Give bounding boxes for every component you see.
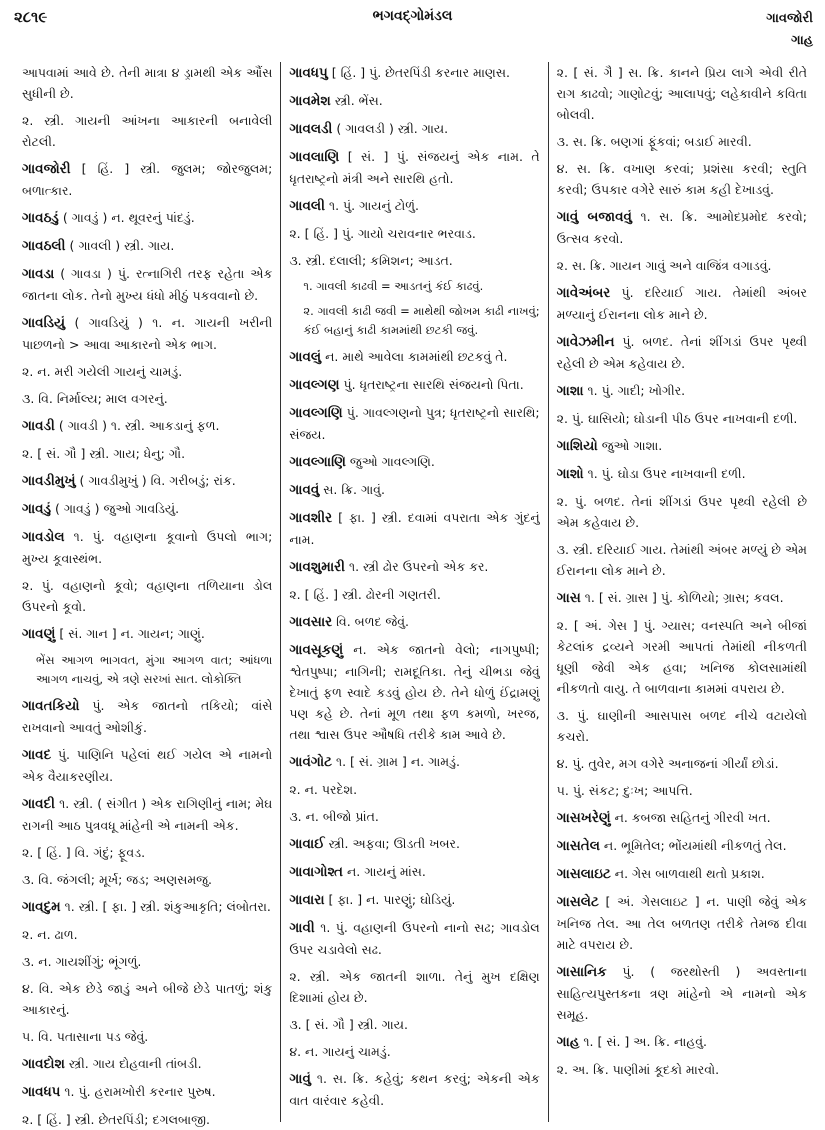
entry-sense xyxy=(557,408,807,429)
definition-text: ૩. પું. ઘાણીની આસપાસ બળદ નીચે વટાયેલો કચરો. xyxy=(556,708,807,744)
definition-text: ૩. [ સં. ગૌ ] સ્ત્રી. ગાય. xyxy=(289,1017,408,1032)
definition-text: ૨. સ્ત્રી. એક જાતની શાળા. તેનું મુખ દક્ષિણ દિશામાં હોય છે. xyxy=(289,969,540,1005)
definition-text: ૨. ન. પરદેશ. xyxy=(289,782,358,797)
guide-words xyxy=(766,8,813,52)
entry-sense xyxy=(22,651,272,689)
definition-text: ન. ગેસ બાળવાથી થતો પ્રકાશ. xyxy=(614,866,765,881)
dictionary-entry xyxy=(289,833,539,855)
headword: ગાવડા xyxy=(22,266,55,282)
definition-text: ૨. ગાવલી કાઢી જવી = માથેથી જોખમ કાઢી નાખવું; કંઈ બહાનું કાઢી કામમાંથી છટકી જવું. xyxy=(303,304,540,337)
dictionary-entry xyxy=(557,835,807,857)
dictionary-entry xyxy=(557,807,807,829)
headword: ગાસ xyxy=(556,590,581,606)
headword: ગાસાનિક xyxy=(556,964,607,980)
entry-sense xyxy=(557,753,807,774)
dictionary-columns xyxy=(14,62,815,1127)
definition-text: પું. ગાવલ્ગણનો પુત્ર; ધૃતરાષ્ટ્રનો સારથિ; સંજય. xyxy=(289,405,540,442)
dictionary-entry xyxy=(289,889,539,911)
page-header xyxy=(0,0,825,48)
definition-text: ૧. [ સં. ગ્રાસ ] પું. કોળિયો; ગ્રાસ; કવલ. xyxy=(584,590,784,605)
headword: ગાવવું xyxy=(289,482,320,498)
headword: ગાવલું xyxy=(289,349,322,365)
headword: ગાવલી xyxy=(289,198,325,214)
definition-text: ૩. વિ. જંગલી; મૂર્ખ; જડ; અણસમજુ. xyxy=(22,872,212,887)
column-1 xyxy=(14,62,280,1127)
definition-text: ૩. સ. ક્રિ. બણગાં ફૂંકવાં; બડાઈ મારવી. xyxy=(556,134,752,149)
dictionary-entry xyxy=(557,463,807,485)
dictionary-entry xyxy=(22,207,272,229)
entry-sense xyxy=(22,951,272,972)
entry-sense xyxy=(557,131,807,152)
dictionary-entry xyxy=(22,793,272,836)
dictionary-entry xyxy=(289,556,539,578)
definition-text: ૨. [ હિં. ] સ્ત્રી. છેતરપિંડી; દગલબાજી. xyxy=(22,1112,210,1127)
dictionary-entry xyxy=(289,751,539,773)
definition-text: ૫. વિ. પતાસાના પડ જેવું. xyxy=(22,1029,149,1044)
headword: ગાવારા xyxy=(289,892,325,908)
definition-text: ( ગાવડું ) ન. થૂવરનું પાંદડું. xyxy=(62,210,195,225)
book-title: ભગવદ્ગોમંડલ xyxy=(372,8,453,24)
entry-sense xyxy=(22,62,272,104)
entry-sense xyxy=(289,584,539,605)
headword: ગાવતકિયો xyxy=(22,698,80,714)
definition-text: ૨. પું. બળદ. તેનાં શીંગડાં ઉપર પૃથ્વી રહેલી છે એમ કહેવાય છે. xyxy=(556,494,807,530)
dictionary-entry xyxy=(289,146,539,189)
definition-text: [ ફા. ] ન. પારણું; ઘોડિયું. xyxy=(328,892,456,907)
definition-text: [ અં. ગેસલાઇટ ] ન. પાણી જેવું એક ખનિજ તેલ. આ તેલ બળતણ તરીકે તેમજ દીવા માટે વપરાય છે. xyxy=(556,894,807,952)
headword: ગાશો xyxy=(556,466,584,482)
definition-text: ( ગાવલડી ) સ્ત્રી. ગાય. xyxy=(336,121,449,136)
definition-text: ન. ગાયનું માંસ. xyxy=(346,864,426,879)
definition-text: પું. દરિયાઈ ગાય. તેમાંથી અંબર મળ્યાનું ઈરાનના લોક માને છે. xyxy=(556,285,807,322)
entry-sense xyxy=(289,277,539,296)
definition-text: ૨. અ. ક્રિ. પાણીમાં કૂદકો મારવો. xyxy=(556,1062,720,1077)
definition-text: ૨. પું. ઘાસિયો; ઘોડાની પીઠ ઉપર નાખવાની દળી. xyxy=(556,411,798,426)
entry-sense xyxy=(22,1026,272,1047)
entry-sense xyxy=(557,62,807,125)
definition-text: પું. ( જરથોસ્તી ) અવસ્તાના સાહિત્યપુસ્તકના ત્રણ માંહેનો એ નામનો એક સમૂહ. xyxy=(556,964,807,1022)
definition-text: ( ગાવડીમુખું ) વિ. ગરીબડું; રાંક. xyxy=(79,473,236,488)
dictionary-entry xyxy=(557,961,807,1025)
headword: ગાવાઈ xyxy=(289,836,325,852)
definition-text: ૩. ન. ગાયશીંગું; ભૂંગળું. xyxy=(22,954,142,969)
definition-text: ૧. [ સં. ] અ. ક્રિ. નાહવું. xyxy=(583,1034,708,1049)
headword: ગાવઠડું xyxy=(22,210,59,226)
entry-sense xyxy=(22,361,272,382)
headword: ગાવી xyxy=(289,920,315,936)
definition-text: ૨. ન. ઢાળ. xyxy=(22,927,78,942)
headword: ગાવલ્ગણ xyxy=(289,377,340,393)
definition-text: ૩. સ્ત્રી. દરિયાઈ ગાય. તેમાંથી અંબર મળ્યું છે એમ ઈરાનના લોક માને છે. xyxy=(556,542,807,578)
definition-text: ૧. પું. ગાદી; ખોગીર. xyxy=(587,383,686,398)
entry-sense xyxy=(557,1059,807,1080)
definition-text: ૧. પું. હરામખોરી કરનાર પુરુષ. xyxy=(64,1084,216,1099)
headword: ગાવાગોશ્ત xyxy=(289,864,343,880)
headword: ગાસલાઇટ xyxy=(556,866,611,882)
headword: ગાવલાણિ xyxy=(289,149,340,165)
definition-text: ૨. સ્ત્રી. ગાયની આંખના આકારની બનાવેલી રોટલી. xyxy=(22,113,273,149)
definition-text: ૨. [ હિં. ] પું. ગાયો ચરાવનાર ભરવાડ. xyxy=(289,226,476,241)
entry-sense xyxy=(289,223,539,244)
headword: ગાવધપ xyxy=(22,1084,61,1100)
entry-sense xyxy=(22,388,272,409)
dictionary-entry xyxy=(557,380,807,402)
definition-text: વિ. બળદ જેવું. xyxy=(336,614,410,629)
entry-sense xyxy=(22,575,272,617)
definition-text: ( ગાવડિયું ) ૧. ન. ગાયની ખરીની પાછળનો > આવા આકારનો એક ભાગ. xyxy=(22,315,273,352)
entry-sense xyxy=(289,966,539,1008)
dictionary-entry xyxy=(22,1081,272,1103)
definition-text: ૩. સ્ત્રી. દલાલી; કમિશન; આડત. xyxy=(289,253,453,268)
headword: ગાવડીમુખું xyxy=(22,473,76,489)
definition-text: ન. એક જાતનો વેલો; નાગપુષ્પી; શ્વેતપુષ્પા; નાગિની; રામદૂતિકા. તેનું ચીભડા જેવું દેખાતું ફળ સ્વાદે કડવું હોય છે. તેને ધોળું ઈંદ્રામણું પણ કહે છે. તેનાં મૂળ તથા ફળ કમળો, ખરજ, તથા શ્વાસ ઉપર ઔષધિ તરીકે કામ આવે છે. xyxy=(289,642,540,742)
definition-text: ૨. ન. મરી ગયેલી ગાયનું ચામડું. xyxy=(22,364,183,379)
definition-text: ( ગાવડા ) પું. રત્નાગિરી તરફ રહેતા એક જાતના લોક. તેનો મુખ્ય ધંધો મીઠું પકવવાનો છે. xyxy=(22,266,273,303)
definition-text: ૪. પું. તુવેર, મગ વગેરે અનાજનાં ગીર્યાં છોડાં. xyxy=(556,756,779,771)
definition-text: ૨. પું. વહાણનો કૂવો; વહાણના તળિયાના ડોલ ઉપરનો કૂવો. xyxy=(22,578,273,614)
entry-sense xyxy=(557,615,807,699)
definition-text: ભેંસ આગળ ભાગવત, મુંગા આગળ વાત; આંધળા આગળ નાચવું, એ ત્રણે સરખાં સાત. લોકોક્તિ xyxy=(36,653,273,686)
dictionary-entry xyxy=(289,195,539,217)
definition-text: [ સં. ] પું. સંજયનું એક નામ. તે ધૃતરાષ્ટ્રનો મંત્રી અને સારથિ હતો. xyxy=(289,149,540,186)
definition-text: જુઓ ગાવલ્ગણિ. xyxy=(349,454,435,469)
entry-sense xyxy=(289,1041,539,1062)
headword: ગાવડી xyxy=(22,418,55,434)
definition-text: ન. માથે આવેલા કામમાંથી છટકવું તે. xyxy=(325,349,508,364)
definition-text: પું. પાણિનિ પહેલાં થઈ ગયેલ એ નામનો એક વૈયાકરણીય. xyxy=(22,747,273,784)
dictionary-entry xyxy=(557,891,807,955)
entry-sense xyxy=(557,539,807,581)
entry-sense xyxy=(289,806,539,827)
definition-text: ૨. [ સં. ગૈ ] સ. ક્રિ. કાનને પ્રિય લાગે એવી રીતે રાગ કાઢવો; ગાણોટવું; આલાપવું; લહેકાવીને કવિતા બોલવી. xyxy=(556,65,807,122)
headword: ગાવસૂકણું xyxy=(289,642,344,658)
definition-text: ૩. વિ. નિર્માલ્ય; માલ વગરનું. xyxy=(22,391,168,406)
definition-text: ૩. ન. બીજો પ્રાંત. xyxy=(289,809,379,824)
definition-text: ૧. ગાવલી કાઢવી = આડતનું કંઈ કાઢવું. xyxy=(303,279,484,293)
dictionary-entry xyxy=(289,507,539,550)
definition-text: પું. બળદ. તેનાં શીંગડાં ઉપર પૃથ્વી રહેલી છે એમ કહેવાય છે. xyxy=(556,334,807,371)
headword: ગાવશીર xyxy=(289,510,333,526)
headword: ગાવશુમારી xyxy=(289,559,345,575)
headword: ગાવદી xyxy=(22,796,55,812)
definition-text: ( ગાવડી ) ૧. સ્ત્રી. આકડાનું ફળ. xyxy=(58,418,220,433)
definition-text: ન. કબજા સહિતનું ગીરવી ખત. xyxy=(614,810,771,825)
definition-text: સ્ત્રી. ગાય દોહવાની તાંબડી. xyxy=(68,1056,202,1071)
definition-text: ( ગાવલી ) સ્ત્રી. ગાય. xyxy=(69,238,175,253)
headword: ગાવું xyxy=(289,1071,311,1087)
dictionary-entry xyxy=(22,158,272,201)
headword: ગાવદોશ xyxy=(22,1056,65,1072)
entry-sense xyxy=(289,250,539,271)
dictionary-entry xyxy=(289,402,539,445)
dictionary-entry xyxy=(557,282,807,325)
dictionary-entry xyxy=(557,206,807,249)
definition-text: પું. ધૃતરાષ્ટ્રના સારથિ સંજયનો પિતા. xyxy=(343,377,524,392)
dictionary-entry xyxy=(557,863,807,885)
guide-word-first: ગાવજોરી xyxy=(766,11,813,26)
dictionary-entry xyxy=(289,374,539,396)
entry-sense xyxy=(557,780,807,801)
dictionary-entry xyxy=(22,235,272,257)
definition-text: સ્ત્રી. અફવા; ઊડતી ખબર. xyxy=(328,836,460,851)
dictionary-entry xyxy=(557,331,807,374)
headword: ગાવલડી xyxy=(289,121,333,137)
headword: ગાવંગોટ xyxy=(289,754,332,770)
headword: ગાસતેલ xyxy=(556,838,600,854)
dictionary-entry xyxy=(289,62,539,84)
dictionary-entry xyxy=(289,451,539,473)
headword: ગાવડિયું xyxy=(22,315,66,331)
headword: ગાસખરેણું xyxy=(556,810,611,826)
dictionary-entry xyxy=(22,896,272,918)
entry-sense xyxy=(557,705,807,747)
entry-sense xyxy=(557,491,807,533)
headword: ગાવેઅંબર xyxy=(556,285,611,301)
headword: ગાવલ્ગણિ xyxy=(289,405,343,421)
dictionary-entry xyxy=(289,90,539,112)
definition-text: ૪. સ. ક્રિ. વખાણ કરવાં; પ્રશંસા કરવી; સ્તુતિ કરવી; ઉપકાર વગેરે સારું કામ કહી દેખાડવું. xyxy=(556,161,807,197)
dictionary-entry xyxy=(289,346,539,368)
definition-text: [ ફા. ] સ્ત્રી. દવામાં વપરાતા એક ગુંદનું નામ. xyxy=(289,510,540,547)
definition-text: [ હિં. ] સ્ત્રી. જુલમ; જોરજુલમ; બળાત્કાર. xyxy=(22,161,273,198)
definition-text: ૨. સ. ક્રિ. ગાયન ગાવું અને વાજિંત્ર વગાડવું. xyxy=(556,258,772,273)
dictionary-entry xyxy=(22,470,272,492)
definition-text: સ. ક્રિ. ગાવું. xyxy=(323,482,385,497)
headword: ગાવડોલ xyxy=(22,529,65,545)
definition-text: ૧. પું. વહાણના કૂવાનો ઉપલો ભાગ; મુખ્ય કૂવાસ્થંભ. xyxy=(22,529,273,566)
dictionary-entry xyxy=(289,118,539,140)
headword: ગાવલ્ગાણિ xyxy=(289,454,346,470)
entry-sense xyxy=(22,924,272,945)
definition-text: ૧. પું. ઘોડા ઉપર નાખવાની દળી. xyxy=(587,466,746,481)
definition-text: ૨. [ હિં. ] વિ. ગંદું; ફૂવડ. xyxy=(22,845,146,860)
headword: ગાવણું xyxy=(22,626,56,642)
headword: ગાસલેટ xyxy=(556,894,599,910)
dictionary-entry xyxy=(22,695,272,738)
definition-text: ૧. પું. વહાણની ઉપરનો નાનો સઢ; ગાવડોલ ઉપર ચડાવેલો સઢ. xyxy=(289,920,540,957)
headword: ગાવેઝમીન xyxy=(556,334,615,350)
headword: ગાવદ xyxy=(22,747,52,763)
entry-sense xyxy=(22,110,272,152)
dictionary-entry xyxy=(289,479,539,501)
definition-text: ૧. સ્ત્રી ઢોર ઉપરનો એક કર. xyxy=(348,559,489,574)
dictionary-entry xyxy=(557,587,807,609)
dictionary-entry xyxy=(22,263,272,306)
dictionary-entry xyxy=(22,526,272,569)
definition-text: ૧. સ્ત્રી. ( સંગીત ) એક રાગિણીનું નામ; મેઘ રાગની આઠ પુત્રવધૂ માંહેની એ નામની એક. xyxy=(22,796,273,833)
definition-text: [ હિં. ] પું. છેતરપિંડી કરનાર માણસ. xyxy=(331,65,510,80)
dictionary-entry xyxy=(557,435,807,457)
headword: ગાવડું xyxy=(22,501,51,517)
definition-text: આપવામાં આવે છે. તેની માત્રા ૪ ડ્રામથી એક ઔંસ સુધીની છે. xyxy=(22,65,273,101)
entry-sense xyxy=(557,158,807,200)
headword: ગાહ xyxy=(556,1034,580,1050)
dictionary-entry xyxy=(289,917,539,960)
entry-sense xyxy=(557,255,807,276)
entry-sense xyxy=(22,1109,272,1130)
dictionary-entry xyxy=(22,498,272,520)
definition-text: ૧. સ. ક્રિ. આમોદપ્રમોદ કરવો; ઉત્સવ કરવો. xyxy=(556,209,807,246)
entry-sense xyxy=(289,779,539,800)
guide-word-last: ગાહ xyxy=(791,33,813,48)
definition-text: ૨. [ સં. ગૌ ] સ્ત્રી. ગાય; ધેનુ; ગૌ. xyxy=(22,446,186,461)
definition-text: ૧. પું. ગાયનું ટોળું. xyxy=(328,198,419,213)
definition-text: ૨. [ હિં. ] સ્ત્રી. ઢોરની ગણતરી. xyxy=(289,587,441,602)
dictionary-entry xyxy=(22,744,272,787)
dictionary-entry xyxy=(289,639,539,745)
definition-text: [ સં. ગાન ] ન. ગાયન; ગાણું. xyxy=(59,626,205,641)
definition-text: ( ગાવડું ) જુઓ ગાવડિયું. xyxy=(54,501,180,516)
definition-text: જુઓ ગાશા. xyxy=(601,438,663,453)
dictionary-entry xyxy=(557,1031,807,1053)
column-3 xyxy=(548,62,815,1122)
headword: ગાવદુમ xyxy=(22,899,61,915)
definition-text: પું. એક જાતનો તકિયો; વાંસે રાખવાનો આવતું ઓશીકું. xyxy=(22,698,273,735)
headword: ગાવઠલી xyxy=(22,238,66,254)
definition-text: સ્ત્રી. ભેંસ. xyxy=(334,93,383,108)
dictionary-entry xyxy=(22,623,272,645)
entry-sense xyxy=(22,869,272,890)
headword: ગાવધપુ xyxy=(289,65,328,81)
definition-text: ૪. ન. ગાયનું ચામડું. xyxy=(289,1044,391,1059)
dictionary-entry xyxy=(22,312,272,355)
entry-sense xyxy=(22,443,272,464)
column-2 xyxy=(280,62,547,1122)
dictionary-entry xyxy=(22,415,272,437)
definition-text: ૧. [ સં. ગ્રામ ] ન. ગામડું. xyxy=(335,754,460,769)
definition-text: ન. ભૂમિતેલ; ભોંયમાંથી નીકળતું તેલ. xyxy=(603,838,787,853)
headword: ગાશિયો xyxy=(556,438,598,454)
entry-sense xyxy=(22,978,272,1020)
dictionary-entry xyxy=(22,1053,272,1075)
headword: ગાશા xyxy=(556,383,584,399)
headword: ગાવજોરી xyxy=(22,161,71,177)
definition-text: ૧. સ્ત્રી. [ ફા. ] સ્ત્રી. શંકુઆકૃતિ; લંબોતરા. xyxy=(64,899,271,914)
definition-text: ૪. વિ. એક છેડે જાડું અને બીજે છેડે પાતળું; શંકુ આકારનું. xyxy=(22,981,273,1017)
entry-sense xyxy=(22,842,272,863)
entry-sense xyxy=(289,1014,539,1035)
headword: ગાવું બજાવવું xyxy=(556,209,632,225)
dictionary-entry xyxy=(289,1068,539,1111)
dictionary-entry xyxy=(289,861,539,883)
page-number: ૨૮૧૯ xyxy=(14,8,48,26)
entry-sense xyxy=(289,302,539,340)
definition-text: ૫. પું. સંકટ; દુઃખ; આપત્તિ. xyxy=(556,783,693,798)
headword: ગાવસાર xyxy=(289,614,333,630)
headword: ગાવમેશ xyxy=(289,93,331,109)
definition-text: ૧. સ. ક્રિ. કહેવું; કથન કરવું; એકની એક વાત વારંવાર કહેવી. xyxy=(289,1071,540,1108)
dictionary-entry xyxy=(289,611,539,633)
definition-text: ૨. [ અં. ગેસ ] પું. ગ્યાસ; વનસ્પતિ અને બીજાં કેટલાંક દ્રવ્યને ગરમી આપતાં તેમાંથી નીકળતી ધૂણી જેવી એક હવા; ખનિજ કોલસામાંથી નીકળતો વાયુ. તે બાળવાના કામમાં વપરાય છે. xyxy=(556,618,807,696)
